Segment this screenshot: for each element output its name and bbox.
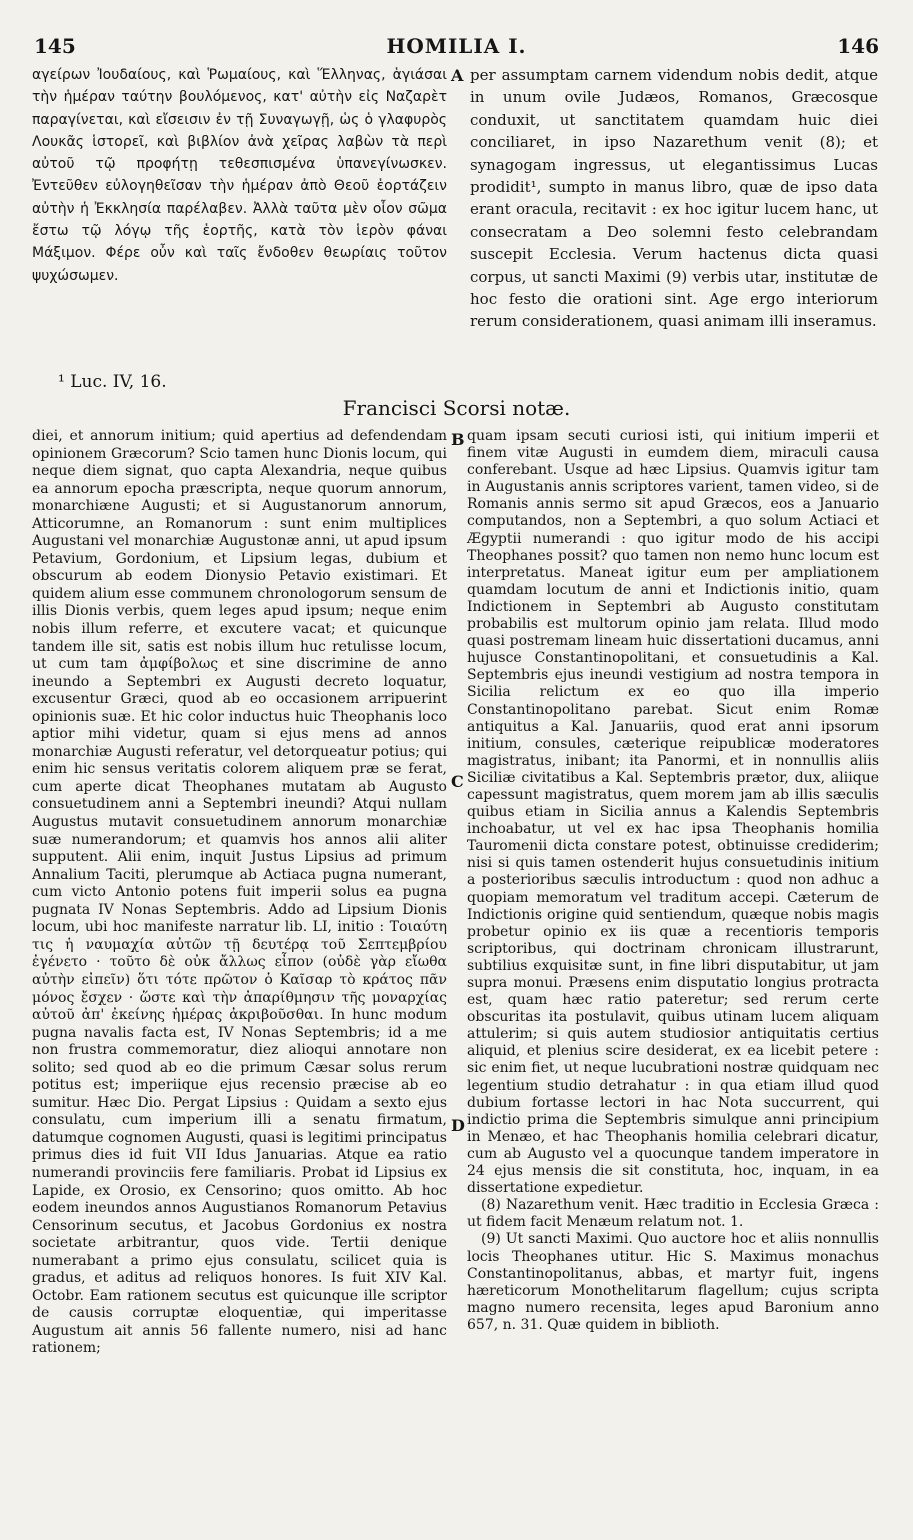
section-marker-b: B (451, 430, 465, 449)
page-number-left: 145 (34, 34, 76, 58)
section-marker-a: A (451, 66, 464, 85)
greek-text: αγείρων Ἰουδαίους, καὶ Ῥωμαίους, καὶ Ἕλληνας, ἁγιάσαι τὴν ἡμέραν ταύτην βουλόμενος, κατ' αὐτὴν εἰς Ναζαρὲτ παραγίνεται, καὶ εἴσεισιν ἐν τῇ Συναγωγῇ, ὡς ὁ γλαφυρὸς Λουκᾶς ἱστορεῖ, καὶ βιβλίον ἀνὰ χεῖρας λαβὼν τὰ περὶ αὐτοῦ τῷ προφήτῃ τεθεσπισμένα ὑπανεγίνωσκεν. Ἐντεῦθεν εὐλογηθεῖσαν τὴν ἡμέραν ἀπὸ Θεοῦ ἑορτάζειν αὐτὴν ἡ Ἐκκλησία παρέλαβεν. Ἀλλὰ ταῦτα μὲν οἷον σῶμα ἔστω τῷ λόγῳ τῆς ἑορτῆς, κατὰ τὸν ἱερὸν φάναι Μάξιμον. Φέρε οὖν καὶ ταῖς ἔνδοθεν θεωρίαις τοῦτον ψυχώσωμεν. (32, 67, 447, 284)
notes-right-paragraph: quam ipsam secuti curiosi isti, qui initium imperii et finem vitæ Augusti in eumdem diem, miraculi causa conferebant. Usque ad hæc Lipsius. Quamvis igitur tam in Augustanis annis scriptores varient, tamen video, si de Romanis annis sermo sit apud Græcos, eos a Januario computandos, non a Septembri, a quo solum Actiaci et Ægyptii numerandi : quo igitur modo de his accipi Theophanes possit? quo tamen non nemo hunc locum est interpretatus. Maneat igitur eum per ampliationem quamdam locutum de anni et Indictionis initio, quam Indictionem in Septembri ab Augusto constitutam probabilis est multorum opinio jam relata. Illud modo quasi postremam lineam huic dissertationi ducamus, anni hujusce Constantinopolitani, et consuetudinis a Kal. Septembris ejus ineundi vestigium ad nostra tempora in Sicilia relictum ex eo quo illa imperio Constantinopolitano parebat. Sicut enim Romæ antiquitus a Kal. Januariis, quod erat anni ipsorum initium, consules, cæterique reipublicæ moderatores magistratus, inibant; ita Panormi, et in nonnullis aliis Siciliæ civitatibus a Kal. Septembris prætor, dux, aliique capessunt magistratus, quem morem jam ab illis sæculis quibus etiam in Sicilia annus a Kalendis Septembris inchoabatur, ut vel ex hac ipsa Theophanis homilia Tauromenii dicta constare potest, obtinuisse crediderim; nisi si quis tamen ostenderit hujus consuetudinis initium a posterioribus sæculis introductum : quod non adhuc a quopiam memoratum vel traditum accepi. Cæterum de Indictionis origine quid sentiendum, quæque nobis magis probetur opinio ex iis quæ a recentioris temporis scriptoribus, qui doctrinam chronicam illustrarunt, subtilius exquisitæ sunt, in fine libri disputabitur, ut jam supra monui. Præsens enim disputatio longius protracta est, quam hæc ratio pateretur; sed rerum certe obscuritas ita postulavit, quibus utinam lucem aliquam attulerim; si quis autem studiosior antiquitatis certius aliquid, et plenius scire desiderat, ex ea licebit petere : sic enim fiet, ut neque lucubrationi nostræ quidquam nec legentium studio detrahatur : in qua etiam illud quod dubium fortasse lectori in hac Nota succurrent, qui indictio prima die Septembris simulque anni principium in Menæo, et hac Theophanis homilia celebrari dicatur, cum ab Augusto vel a quocunque tandem imperatore in 24 ejus mensis die sit constituta, hoc, inquam, in ea dissertatione expedietur. (467, 428, 879, 1197)
section-marker-c: C (451, 772, 464, 791)
latin-translation: per assumptam carnem videndum nobis dedit, atque in unum ovile Judæos, Romanos, Græcosque conduxit, ut sanctitatem quamdam huic diei conciliaret, in ipso Nazarethum venit (8); et synagogam ingressus, ut elegantissimus Lucas prodidit¹, sumpto in manus libro, quæ de ipso data erant oracula, recitavit : ex hoc igitur lucem hanc, ut consecratam a Deo solemni festo celebrandam suscepit Ecclesia. Verum hactenus dicta quasi corpus, ut sancti Maximi (9) verbis utar, institutæ de hoc festo die orationi sint. Age ergo interiorum rerum considerationem, quasi animam illi inseramus. (470, 66, 878, 331)
notes-heading: Francisci Scorsi notæ. (342, 396, 571, 420)
greek-text-column (32, 64, 447, 287)
running-header (34, 34, 879, 58)
notes-left-column (32, 428, 447, 1358)
latin-translation-column (470, 64, 878, 333)
section-marker-d: D (451, 1116, 465, 1135)
footnote: ¹ Luc. IV, 16. (58, 372, 167, 392)
notes-left-text: diei, et annorum initium; quid apertius ad defendendam opinionem Græcorum? Scio tamen hunc Dionis locum, qui neque diem signat, quo capta Alexandria, neque quibus ea annorum epocha præscripta, neque quorum annorum, monarchiæne Augusti; et si Augustanorum annorum, Atticorumne, an Romanorum : sunt enim multiplices Augustani vel monarchiæ Augustonæ anni, ut apud ipsum Petavium, Gordonium, et Lipsium legas, dubium et obscurum ab eodem Dionysio Petavio existimari. Et quidem alium esse communem chronologorum sensum de illis Dionis verbis, quem leges apud ipsum; neque enim nobis illum referre, et excutere vacat; et quicunque tandem ille sit, satis est nobis illum huc retulisse locum, ut cum tam ἀμφίβολως et sine discrimine de anno ineundo a Septembri ex Augusti decreto loquatur, excusentur Græci, quod ab eo occasionem arripuerint opinionis suæ. Et hic color inductus huic Theophanis loco aptior mihi videtur, quam si ejus mens ad annos monarchiæ Augusti referatur, vel detorqueatur potius; qui enim hic sensus veritatis colorem aliquem præ se ferat, cum aperte dicat Theophanes mutatam ab Augusto consuetudinem anni a Septembri ineundi? Atqui nullam Augustus mutavit consuetudinem annorum monarchiæ suæ numerandorum; et quamvis hos annos alii aliter supputent. Alii enim, inquit Justus Lipsius ad primum Annalium Taciti, plerumque ab Actiaca pugna numerant, cum victo Antonio potens fuit imperii solus ea pugna pugnata IV Nonas Septembris. Addo ad Lipsium Dionis locum, ubi hoc manifeste narratur lib. LI, initio : Τοιαύτη τις ἡ ναυμαχία αὐτῶν τῇ δευτέρᾳ τοῦ Σεπτεμβρίου ἐγένετο · τοῦτο δὲ οὐκ ἄλλως εἶπον (οὐδὲ γὰρ εἴωθα αὐτὴν εἰπεῖν) ὅτι τότε πρῶτον ὁ Καῖσαρ τὸ κράτος πᾶν μόνος ἔσχεν · ὥστε καὶ τὴν ἀπαρίθμησιν τῆς μοναρχίας αὐτοῦ ἀπ' ἐκείνης ἡμέρας ἀκριβοῦσθαι. In hunc modum pugna navalis facta est, IV Nonas Septembris; id a me non frustra commemoratur, diez alioqui annotare non solito; sed quod ab eo die primum Cæsar solus rerum potitus est; imperiique ejus recensio præcise ab eo sumitur. Hæc Dio. Pergat Lipsius : Quidam a sexto ejus consulatu, cum imperium illi a senatu firmatum, datumque cognomen Augusti, quasi is legitimi principatus primus dies id fuit VII Idus Januarias. Atque ea ratio numerandi provinciis fere familiaris. Probat id Lipsius ex Lapide, ex Orosio, ex Censorino; quos omitto. Ab hoc eodem ineundos annos Augustianos Romanorum Petavius Censorinum secutus, et Jacobus Gordonius ex nostra societate arbitrantur, quos vide. Tertii denique numerabant a primo ejus consulatu, scilicet quia is gradus, et aditus ad reliquos honores. Is fuit XIV Kal. Octobr. Eam rationem secutus est quicunque ille scriptor de causis corruptæ eloquentiæ, qui imperitasse Augustum ait annis 56 fallente numero, nisi ad hanc rationem; (32, 428, 447, 1357)
notes-right-column (467, 428, 879, 1334)
note-8: (8) Nazarethum venit. Hæc traditio in Ecclesia Græca : ut fidem facit Menæum relatum not. 1. (467, 1197, 879, 1231)
page-number-right: 146 (837, 34, 879, 58)
note-9: (9) Ut sancti Maximi. Quo auctore hoc et aliis nonnullis locis Theophanes utitur. Hic S. Maximus monachus Constantinopolitanus, abbas, et martyr fuit, ingens hæreticorum Monothelitarum flagellum; cujus scripta magno numero recensita, leges apud Baronium anno 657, n. 31. Quæ quidem in biblioth. (467, 1231, 879, 1333)
running-title: HOMILIA I. (386, 34, 527, 58)
